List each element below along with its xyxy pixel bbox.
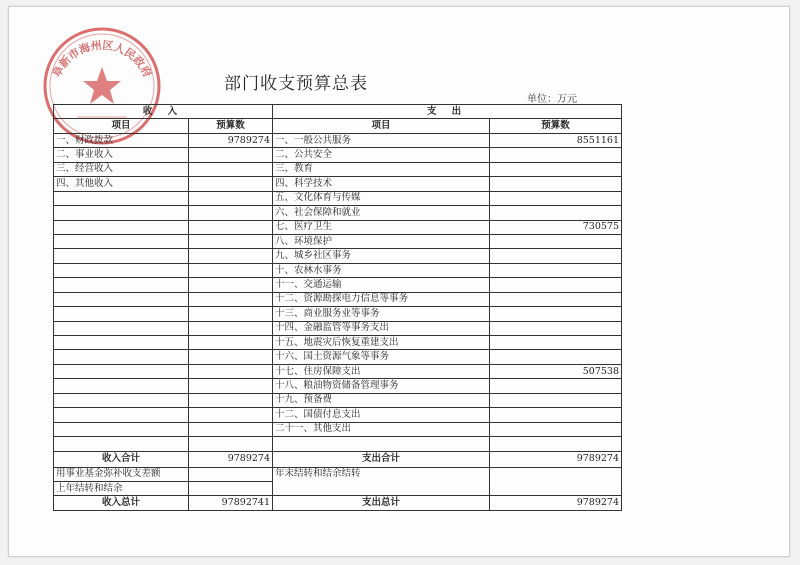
income-item-cell [54,379,189,393]
reserve-row [54,467,622,481]
income-value-cell [189,249,273,263]
income-value-cell [189,408,273,422]
table-row [54,393,622,407]
income-value-cell [189,278,273,292]
income-value-cell [189,220,273,234]
income-item-cell [54,234,189,248]
expense-item-cell: 十四、金融监管等事务支出 [273,321,490,335]
income-total-label: 收入总计 [54,496,189,510]
table-row [54,307,622,321]
income-value-cell [189,393,273,407]
expense-value-cell [490,336,622,350]
expense-item-cell: 十三、商业服务业等事务 [273,307,490,321]
column-header-row [54,119,622,133]
reserve-label: 用事业基金弥补收支差额 [54,467,189,481]
expense-item-cell: 九、城乡社区事务 [273,249,490,263]
income-subtotal-label: 收入合计 [54,451,189,467]
expense-value-cell [490,148,622,162]
table-row [54,321,622,335]
expense-value-cell: 507538 [490,364,622,378]
table-row [54,292,622,306]
income-subtotal-value: 9789274 [189,451,273,467]
income-item-cell [54,307,189,321]
income-budget-header: 预算数 [189,119,273,133]
expense-item-cell: 七、医疗卫生 [273,220,490,234]
income-item-cell [54,278,189,292]
expense-item-cell: 十二、资源勘探电力信息等事务 [273,292,490,306]
expense-item-cell: 一、一般公共服务 [273,133,490,147]
expense-section-header: 支 出 [273,105,622,119]
expense-item-cell: 十八、粮油物资储备管理事务 [273,379,490,393]
income-value-cell [189,336,273,350]
expense-item-cell: 八、环境保护 [273,234,490,248]
expense-item-cell: 六、社会保障和就业 [273,206,490,220]
table-row [54,336,622,350]
expense-item-cell: 十二、国债付息支出 [273,408,490,422]
table-row [54,162,622,176]
income-item-cell: 三、经营收入 [54,162,189,176]
income-value-cell [189,162,273,176]
income-item-cell [54,422,189,436]
grand-total-row [54,496,622,510]
table-row [54,177,622,191]
income-value-cell [189,263,273,277]
income-value-cell [189,307,273,321]
income-item-cell [54,191,189,205]
income-item-cell [54,292,189,306]
carryover-out-label: 年末结转和结余结转 [273,467,490,496]
income-value-cell [189,350,273,364]
expense-value-cell [490,177,622,191]
expense-item-cell: 十六、国土资源气象等事务 [273,350,490,364]
expense-value-cell [490,206,622,220]
income-value-cell [189,437,273,451]
table-row [54,148,622,162]
income-value-cell [189,206,273,220]
expense-item-cell: 三、教育 [273,162,490,176]
expense-value-cell [490,234,622,248]
income-value-cell [189,321,273,335]
expense-item-cell [273,437,490,451]
table-row [54,133,622,147]
expense-value-cell [490,321,622,335]
expense-value-cell [490,191,622,205]
expense-value-cell [490,422,622,436]
reserve-value [189,467,273,481]
income-item-cell [54,336,189,350]
subtotal-row [54,451,622,467]
table-row [54,350,622,364]
expense-value-cell [490,263,622,277]
table-row [54,437,622,451]
page-title: 部门收支预算总表 [224,74,368,94]
income-value-cell [189,234,273,248]
expense-value-cell [490,379,622,393]
expense-value-cell [490,162,622,176]
table-row [54,234,622,248]
income-item-cell [54,350,189,364]
table-row [54,263,622,277]
carryover-out-value [490,467,622,496]
income-value-cell [189,364,273,378]
table-row [54,191,622,205]
table-row [54,379,622,393]
income-item-cell [54,408,189,422]
budget-table [53,104,622,511]
svg-text:阜新市海州区人民政府: 阜新市海州区人民政府 [50,38,154,80]
expense-item-cell: 二、公共安全 [273,148,490,162]
expense-value-cell: 8551161 [490,133,622,147]
income-section-header: 收 入 [54,105,273,119]
expense-value-cell [490,437,622,451]
income-item-cell: 二、事业收入 [54,148,189,162]
expense-subtotal-value: 9789274 [490,451,622,467]
table-row [54,206,622,220]
expense-value-cell [490,292,622,306]
unit-label: 单位：万元 [527,94,577,105]
expense-budget-header: 预算数 [490,119,622,133]
expense-item-cell: 四、科学技术 [273,177,490,191]
expense-value-cell [490,350,622,364]
income-value-cell [189,191,273,205]
table-row [54,364,622,378]
expense-item-cell: 十九、预备费 [273,393,490,407]
income-value-cell [189,379,273,393]
table-row [54,220,622,234]
income-value-cell [189,422,273,436]
income-item-cell: 一、财政拨款 [54,133,189,147]
expense-subtotal-label: 支出合计 [273,451,490,467]
expense-item-header: 项目 [273,119,490,133]
expense-value-cell [490,408,622,422]
income-item-cell [54,321,189,335]
expense-item-cell: 二十一、其他支出 [273,422,490,436]
expense-item-cell: 十七、住房保障支出 [273,364,490,378]
income-value-cell: 9789274 [189,133,273,147]
income-item-cell [54,220,189,234]
income-value-cell [189,148,273,162]
income-item-cell [54,263,189,277]
income-value-cell [189,292,273,306]
income-item-cell [54,206,189,220]
income-item-cell: 四、其他收入 [54,177,189,191]
expense-item-cell: 十、农林水事务 [273,263,490,277]
expense-value-cell [490,278,622,292]
expense-item-cell: 十一、交通运输 [273,278,490,292]
income-item-header: 项目 [54,119,189,133]
income-item-cell [54,249,189,263]
expense-value-cell [490,249,622,263]
income-value-cell [189,177,273,191]
expense-value-cell [490,393,622,407]
income-item-cell [54,437,189,451]
expense-item-cell: 十五、地震灾后恢复重建支出 [273,336,490,350]
table-row [54,422,622,436]
carryover-in-value [189,481,273,495]
income-total-value: 97892741 [189,496,273,510]
table-row [54,249,622,263]
table-row [54,408,622,422]
income-item-cell [54,393,189,407]
expense-total-value: 9789274 [490,496,622,510]
expense-item-cell: 五、文化体育与传媒 [273,191,490,205]
document-page [8,6,790,557]
table-row [54,278,622,292]
carryover-in-label: 上年结转和结余 [54,481,189,495]
expense-value-cell [490,307,622,321]
income-item-cell [54,364,189,378]
expense-value-cell: 730575 [490,220,622,234]
section-header-row [54,105,622,119]
expense-total-label: 支出总计 [273,496,490,510]
